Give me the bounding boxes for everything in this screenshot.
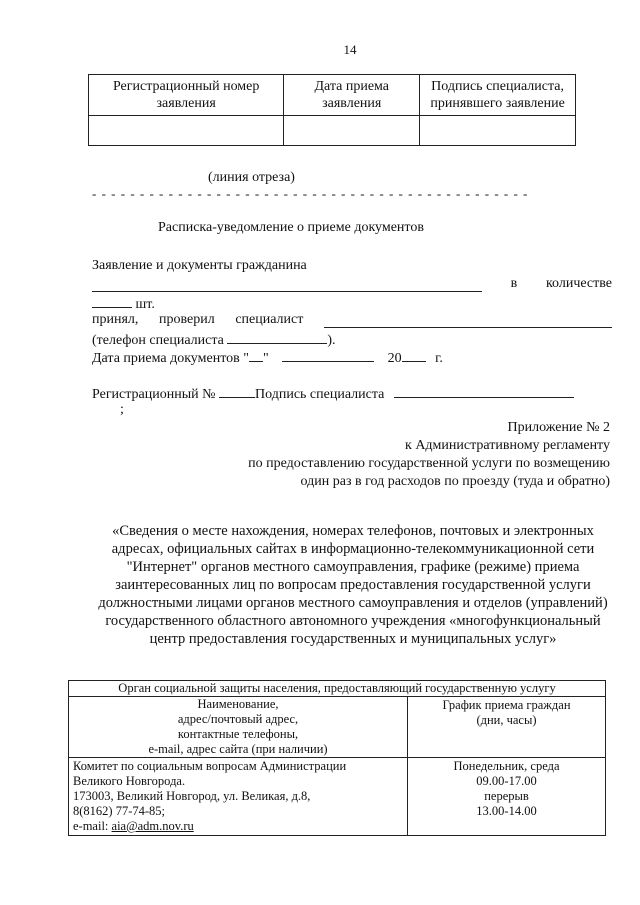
semicolon: ;	[120, 402, 124, 417]
schedule-days: Понедельник, среда	[453, 759, 560, 773]
reg-no-blank	[219, 384, 255, 398]
receipt-title: Расписка-уведомление о приеме документов	[158, 220, 424, 235]
reg-number-cell	[89, 116, 284, 146]
cut-line-dashes: - - - - - - - - - - - - - - - - - - - - - - - - - - - - - - - - - - - - - - - - - - - - - -	[92, 186, 529, 201]
offices-table	[68, 680, 606, 836]
in-word: в	[510, 276, 518, 291]
year-prefix: 20	[387, 351, 402, 366]
day-blank	[249, 348, 263, 362]
date-label: Дата приема документов "	[92, 351, 249, 366]
appendix-line-3: по предоставлению государственной услуги по возмещению	[248, 456, 610, 471]
date-quote: "	[262, 351, 269, 366]
receipt-line-date	[92, 348, 443, 367]
office-schedule-cell	[408, 758, 606, 836]
specialist-blank	[324, 314, 612, 328]
appendix-line-2: к Административному регламенту	[405, 438, 610, 453]
col2-header-line: График приема граждан	[442, 698, 571, 712]
office-address-line: 173003, Великий Новгород, ул. Великая, д.8,	[73, 789, 311, 803]
info-title: «Сведения о месте нахождения, номерах телефонов, почтовых и электронных адресах, официальных сайтах в информационно-телекоммуникационной сети "Интернет" органов местного самоуправления, графике (режиме) приема заинтересованных лиц по вопросам предоставления государственной услуги должностными лицами органов местного самоуправления и отделов (управлений) государственного областного автономного учреждения «многофункциональный центр предоставления государственных и муниципальных услуг»	[98, 523, 608, 647]
reg-date-header: Дата приема заявления	[284, 75, 420, 116]
reg-signature-header: Подпись специалиста, принявшего заявление	[420, 75, 576, 116]
month-blank	[282, 348, 374, 362]
receipt-line-applicant: Заявление и документы гражданина	[92, 258, 307, 273]
year-suffix: г.	[435, 351, 443, 366]
office-email-line	[73, 819, 403, 834]
receipt-line-pcs	[92, 294, 155, 313]
cut-line-label: (линия отреза)	[208, 170, 295, 185]
signature-blank	[394, 384, 574, 398]
registration-table	[88, 74, 576, 146]
specialist-word: специалист	[235, 312, 304, 327]
receipt-line-accepted	[92, 312, 612, 328]
office-phone-line: 8(8162) 77-74-85;	[73, 804, 165, 818]
pcs-word: шт.	[135, 297, 155, 312]
office-name-line: Комитет по социальным вопросам Администрации	[73, 759, 347, 773]
applicant-name-blank	[92, 278, 482, 292]
receipt-line-registration	[92, 384, 574, 403]
receipt-line-quantity	[92, 276, 612, 292]
signature-label: Подпись специалиста	[255, 387, 385, 402]
receipt-line-phone	[92, 330, 336, 349]
appendix-line-1: Приложение № 2	[507, 420, 610, 435]
col1-header-line: Наименование,	[197, 697, 279, 711]
office-name-cell	[69, 758, 408, 836]
phone-label: (телефон специалиста	[92, 333, 224, 348]
schedule-break-hours: 13.00-14.00	[476, 804, 537, 818]
reg-signature-cell	[420, 116, 576, 146]
offices-caption: Орган социальной защиты населения, предоставляющий государственную услугу	[69, 681, 606, 697]
email-label: e-mail:	[73, 819, 112, 833]
quantity-word: количестве	[545, 276, 612, 291]
reg-no-label: Регистрационный №	[92, 387, 216, 402]
appendix-line-4: один раз в год расходов по проезду (туда и обратно)	[300, 474, 610, 489]
schedule-hours: 09.00-17.00	[476, 774, 537, 788]
col1-header-line: e-mail, адрес сайта (при наличии)	[148, 742, 328, 756]
office-name-line: Великого Новгорода.	[73, 774, 186, 788]
year-blank	[402, 348, 426, 362]
reg-number-header: Регистрационный номер заявления	[89, 75, 284, 116]
page-number: 14	[343, 42, 357, 57]
office-email-link[interactable]: aia@adm.nov.ru	[111, 819, 194, 833]
phone-blank	[227, 330, 327, 344]
pcs-blank	[92, 294, 132, 308]
col1-header-line: контактные телефоны,	[177, 727, 299, 741]
schedule-break-label: перерыв	[484, 789, 529, 803]
accepted-word: принял,	[92, 312, 139, 327]
checked-word: проверил	[159, 312, 215, 327]
offices-col1-header	[69, 697, 408, 758]
col1-header-line: адрес/почтовый адрес,	[177, 712, 299, 726]
reg-date-cell	[284, 116, 420, 146]
offices-col2-header	[408, 697, 606, 758]
phone-close: ).	[327, 333, 336, 348]
col2-header-line: (дни, часы)	[476, 713, 537, 727]
